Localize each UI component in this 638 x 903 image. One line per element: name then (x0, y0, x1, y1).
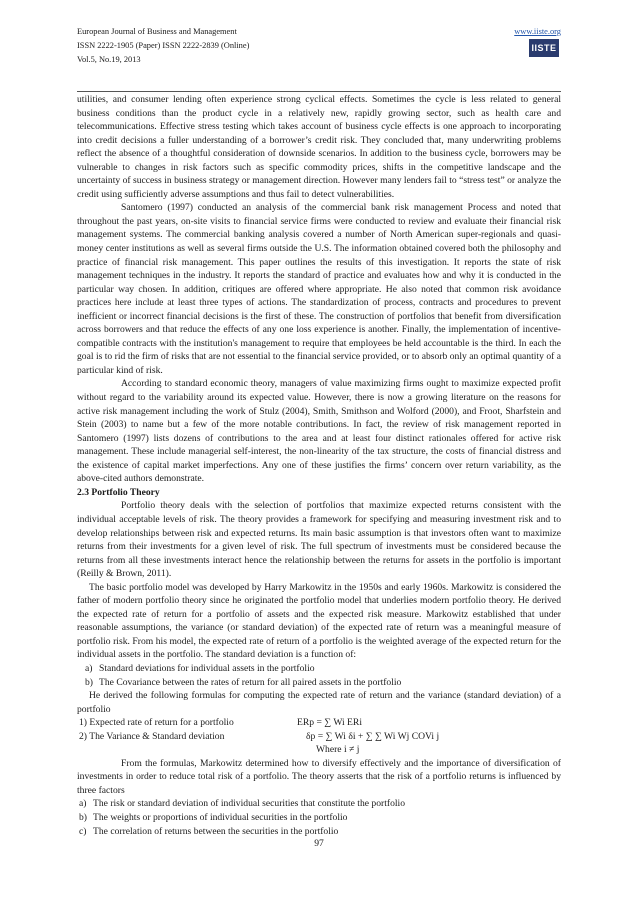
paragraph-4: Portfolio theory deals with the selection of portfolios that maximize expected returns consistent with the individual acceptable levels of risk. The theory provides a framework for specifying and measuring investment risk and to develop relationships between risk and expected returns. Its main basic assumption is that investors often want to maximize returns from their investments for a given level of risk. The full spectrum of investments must be considered because the returns from all these investments interact hence the relationship between the returns for assets in the portfolio is important (Reilly & Brown, 2011). (77, 500, 561, 580)
paragraph-7: From the formulas, Markowitz determined how to diversify effectively and the importance of diversification of investments in order to reduce total risk of a portfolio. The theory asserts that the risk of a portfolio returns is influenced by three factors (77, 757, 561, 796)
list-item: c) The correlation of returns between the securities in the portfolio (79, 825, 339, 837)
page-number: 97 (314, 838, 324, 849)
formula-label: 1) Expected rate of return for a portfolio (79, 717, 234, 729)
journal-title: European Journal of Business and Management (77, 27, 237, 36)
paragraph-5: The basic portfolio model was developed by Harry Markowitz in the 1950s and early 1960s. Markowitz is considered the father of modern portfolio theory since he originated the portfolio model that underlies modern portfolio theory. He derived the expected rate of return for a portfolio of assets and the expected risk measure. Markowitz established that under reasonable assumptions, the variance (or standard deviation) of the expected rate of return was a meaningful measure of portfolio risk. From his model, the expected rate of return of a portfolio is the weighted average of the expected return for the individual assets in the portfolio. The standard deviation is a function of: (77, 581, 561, 661)
formula-row-1 (77, 716, 561, 730)
list-item: b) The Covariance between the rates of return for all paired assets in the portfolio (85, 676, 402, 688)
formula-expression: ERp = ∑ Wi ERi (297, 717, 362, 729)
paragraph-1: utilities, and consumer lending often experience strong cyclical effects. Sometimes the cycle is less related to general business conditions than the product cycle in a relatively new, rapidly growing sector, such as health care and telecommunications. Effective stress testing which takes account of business cycle effects is one approach to incorporating into credit decisions a fuller understanding of a borrower’s credit risk. They concluded that, many underwriting problems reflect the absence of a thoughtful consideration of downside scenarios. In addition to the business cycle, borrowers may be vulnerable to changes in risk factors such as specific commodity prices, shifts in the competitive landscape and the uncertainty of success in business strategy or management direction. However many lenders fail to “stress test” or analyze the credit using sufficiently adverse assumptions and thus fail to detect vulnerabilities. (77, 94, 561, 200)
formula-expression: δp = ∑ Wi δi + ∑ ∑ Wi Wj COVi j (306, 730, 440, 742)
page-body (77, 93, 561, 838)
list-item: a) The risk or standard deviation of individual securities that constitute the portfolio (79, 798, 405, 810)
formula-condition-row (77, 743, 561, 757)
issn-line: ISSN 2222-1905 (Paper) ISSN 2222-2839 (Online) (77, 41, 250, 50)
formula-row-2 (77, 730, 561, 744)
formula-label: 2) The Variance & Standard deviation (79, 730, 225, 742)
paragraph-6: He derived the following formulas for computing the expected rate of return and the variance (standard deviation) of a portfolio (77, 690, 561, 715)
list-item: b) The weights or proportions of individual securities in the portfolio (79, 811, 348, 823)
volume-line: Vol.5, No.19, 2013 (77, 55, 141, 64)
journal-url-link[interactable]: www.iiste.org (514, 27, 561, 36)
paragraph-2: Santomero (1997) conducted an analysis of the commercial bank risk management Process and noted that throughout the past years, on-site visits to financial service firms were conducted to review and evaluate their financial risk management systems. The commercial banking analysis covered a number of North American super-regionals and quasi-money center institutions as well as several firms outside the U.S. The information obtained covered both the philosophy and practice of financial risk management. This paper outlines the results of this investigation. It reports the state of risk management techniques in the industry. It reports the standard of practice and evaluates how and why it is conducted in the particular way chosen. In addition, critiques are offered where appropriate. He also noted that common risk avoidance practices here include at least three types of actions. The standardization of process, contracts and procedures to prevent inefficient or incorrect financial decisions is the first of these. The construction of portfolios that benefit from diversification across borrowers and that reduce the effects of any one loss experience is another. Finally, the implementation of incentive-compatible contracts with the institution's management to require that employees be held accountable is the third. In each the goal is to rid the firm of risks that are not essential to the financial service provided, or to absorb only an optimal quantity of a particular kind of risk. (77, 202, 561, 376)
header-divider (77, 91, 561, 92)
formula-condition: Where i ≠ j (316, 744, 360, 756)
iiste-logo: IISTE (529, 39, 559, 57)
list-item: a) Standard deviations for individual assets in the portfolio (85, 662, 315, 674)
section-heading: 2.3 Portfolio Theory (77, 486, 160, 498)
paragraph-3: According to standard economic theory, managers of value maximizing firms ought to maximize expected profit without regard to the variability around its expected value. However, there is now a growing literature on the reasons for active risk management including the work of Stulz (2004), Smith, Smithson and Wolford (2000), and Froot, Sharfstein and Stein (2003) to name but a few of the more notable contributions. In fact, the review of risk management reported in Santomero (1997) lists dozens of contributions to the area and at least four distinct rationales offered for active risk management. These include managerial self-interest, the non-linearity of the tax structure, the costs of financial distress and the existence of capital market imperfections. Any one of these justifies the firms’ concern over return variability, as the above-cited authors demonstrate. (77, 378, 561, 485)
